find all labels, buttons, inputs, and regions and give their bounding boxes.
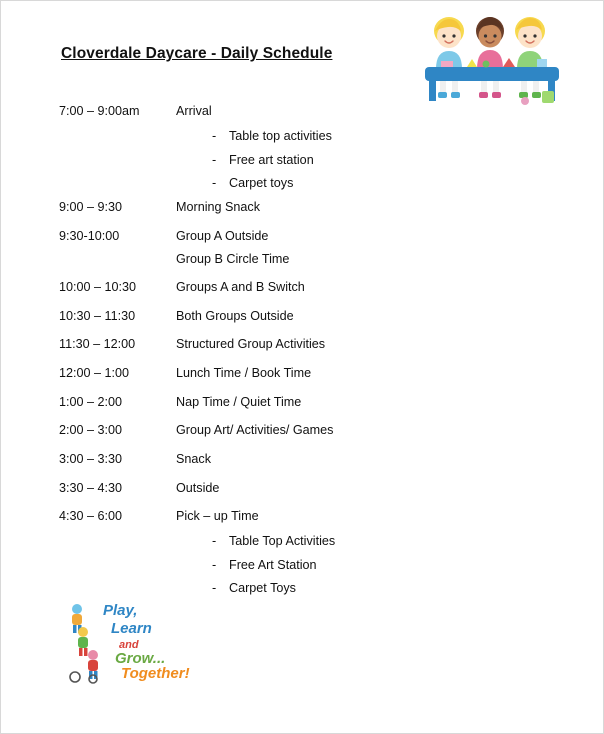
bullet-dash-icon: - (212, 581, 217, 596)
schedule-time: 11:30 – 12:00 (59, 337, 136, 352)
schedule-row (59, 280, 529, 295)
schedule-activity: Outside (176, 480, 220, 495)
schedule-row (59, 452, 529, 467)
svg-text:Together!: Together! (121, 665, 190, 682)
children-at-craft-table-illustration (411, 9, 571, 109)
schedule-time: 3:00 – 3:30 (59, 451, 123, 466)
list-item (212, 581, 529, 596)
list-item (212, 153, 529, 168)
schedule-row (59, 481, 529, 496)
schedule-activity: Arrival (176, 104, 212, 118)
schedule-sub-list (59, 534, 529, 596)
schedule-row (59, 200, 529, 215)
bullet-dash-icon: - (212, 557, 217, 572)
list-item-label: Carpet toys (229, 176, 294, 191)
list-item-label: Table Top Activities (229, 534, 336, 549)
schedule-row (59, 309, 529, 324)
schedule-row (59, 366, 529, 381)
bullet-dash-icon: - (212, 176, 217, 191)
bullet-dash-icon: - (212, 152, 217, 167)
list-item (212, 176, 529, 191)
schedule-row (59, 423, 529, 438)
schedule-time: 7:00 – 9:00am (59, 104, 140, 118)
schedule-activity: Group Art/ Activities/ Games (176, 423, 334, 438)
svg-text:and: and (119, 639, 139, 651)
schedule-time: 9:30-10:00 (59, 228, 120, 243)
schedule-row (59, 509, 529, 524)
page-title: Cloverdale Daycare - Daily Schedule (61, 45, 333, 62)
list-item (212, 558, 529, 573)
list-item-label: Carpet Toys (229, 581, 296, 596)
schedule-time: 12:00 – 1:00 (59, 366, 130, 381)
bullet-dash-icon: - (212, 129, 217, 144)
schedule-activity: Both Groups Outside (176, 308, 294, 323)
svg-text:Play,: Play, (103, 602, 138, 619)
schedule-row (59, 337, 529, 352)
schedule-activity: Structured Group Activities (176, 337, 326, 352)
schedule-time: 9:00 – 9:30 (59, 199, 123, 214)
schedule-row (59, 395, 529, 410)
list-item-label: Free art station (229, 152, 314, 167)
list-item (212, 129, 529, 144)
svg-text:Learn: Learn (111, 620, 152, 637)
schedule-activity: Morning Snack (176, 199, 260, 214)
schedule-time: 3:30 – 4:30 (59, 480, 123, 495)
schedule-time: 10:30 – 11:30 (59, 308, 136, 323)
schedule-time: 10:00 – 10:30 (59, 280, 137, 295)
list-item-label: Free Art Station (229, 557, 317, 572)
list-item (212, 534, 529, 549)
schedule-activity: Groups A and B Switch (176, 280, 305, 295)
list-item-label: Table top activities (229, 129, 332, 144)
schedule-activity: Lunch Time / Book Time (176, 366, 312, 381)
schedule-time: 1:00 – 2:00 (59, 394, 123, 409)
schedule-sub-list (59, 129, 529, 191)
schedule-activity: Group A Outside (176, 228, 269, 243)
schedule-activity: Snack (176, 451, 212, 466)
schedule-row (59, 252, 529, 267)
schedule-activity: Pick – up Time (176, 509, 259, 524)
schedule-activity: Nap Time / Quiet Time (176, 394, 302, 409)
schedule-activity: Group B Circle Time (176, 251, 290, 266)
play-learn-grow-logo (63, 599, 208, 684)
schedule-row (59, 229, 529, 244)
schedule-time: 2:00 – 3:00 (59, 423, 123, 438)
svg-text:Grow...: Grow... (115, 650, 166, 667)
schedule-time: 4:30 – 6:00 (59, 509, 123, 524)
bullet-dash-icon: - (212, 534, 217, 549)
schedule-row (59, 104, 529, 119)
daily-schedule-list (59, 104, 529, 605)
